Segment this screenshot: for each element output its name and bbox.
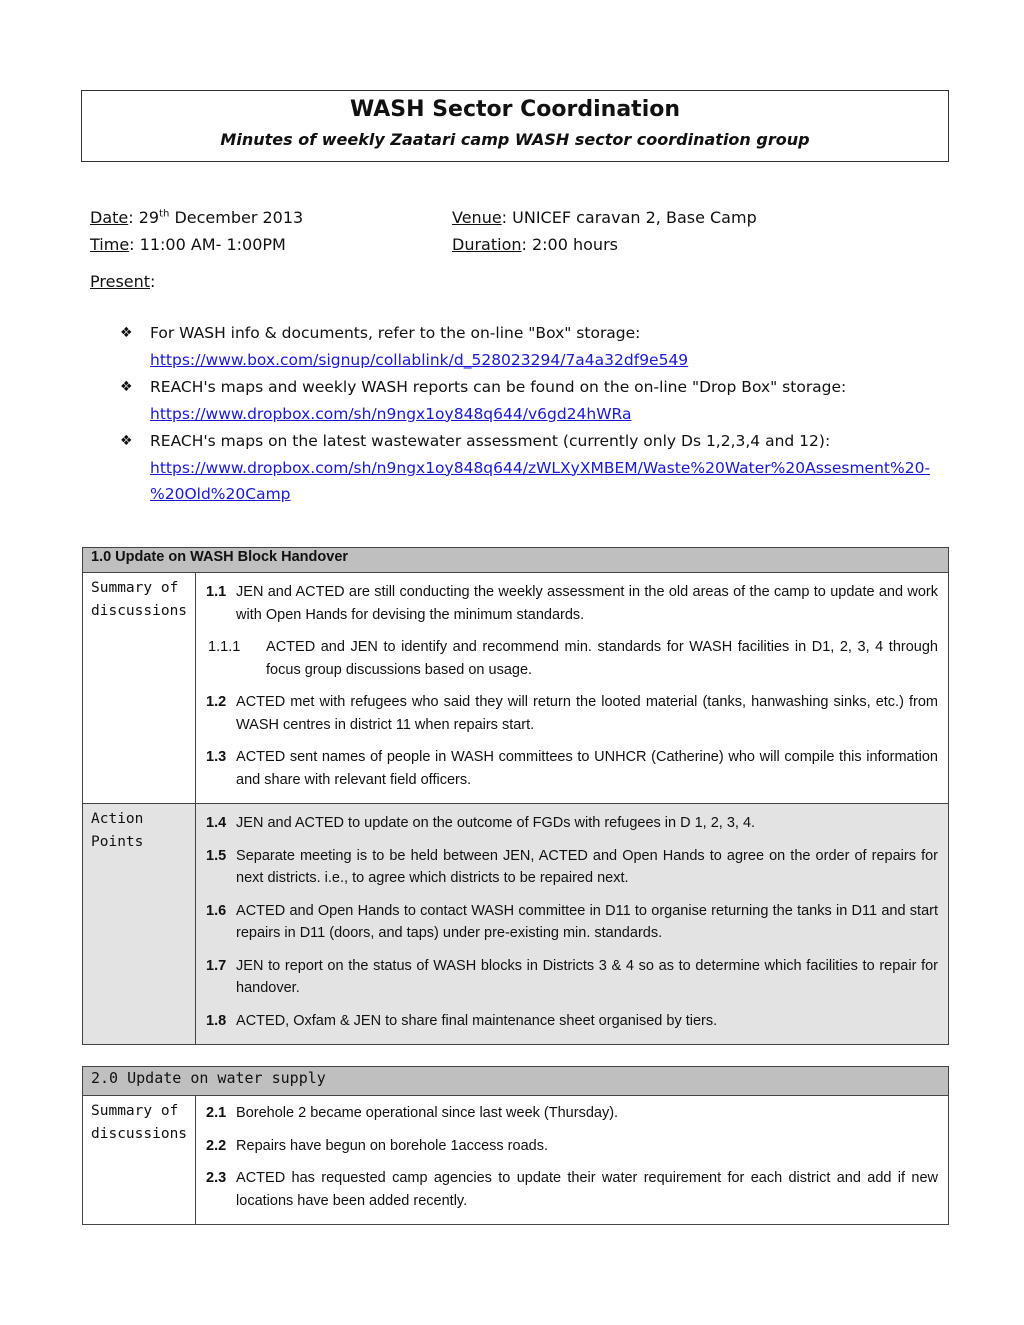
item-text: ACTED, Oxfam & JEN to share final maintenance sheet organised by tiers.	[236, 1012, 718, 1029]
present-label: Present	[90, 272, 151, 291]
duration-label: Duration	[452, 235, 522, 254]
list-item	[206, 691, 938, 736]
action-cell	[196, 804, 949, 1045]
date-suffix: th	[159, 208, 170, 220]
date-day: 29	[138, 208, 160, 227]
list-item	[206, 845, 938, 890]
item-text: ACTED and JEN to identify and recommend min. standards for WASH facilities in D1, 2, 3, 4 through focus group discussions based on usage.	[266, 639, 938, 678]
action-label: Action Points	[83, 804, 196, 1045]
summary-cell	[196, 573, 949, 804]
item-text: Borehole 2 became operational since last week (Thursday).	[236, 1105, 619, 1121]
list-item	[206, 581, 938, 626]
summary-cell	[196, 1096, 949, 1225]
box-storage-link[interactable]: https://www.box.com/signup/collablink/d_528023294/7a4a32df9e549	[150, 350, 689, 369]
item-number: 1.1	[206, 584, 227, 600]
diamond-bullet-icon: ❖	[120, 325, 133, 341]
time-line: Time: 11:00 AM- 1:00PM	[90, 235, 286, 254]
time-label: Time	[90, 235, 130, 254]
document-title: WASH Sector Coordination	[349, 97, 681, 122]
date-rest: December 2013	[169, 208, 304, 227]
resource-item	[120, 374, 940, 427]
dropbox-wastewater-link[interactable]: https://www.dropbox.com/sh/n9ngx1oy848q644/zWLXyXMBEM/Waste%20Water%20Assesment%20-%20Old%20Camp	[150, 458, 931, 503]
resource-item	[120, 428, 940, 508]
resource-list	[120, 320, 940, 509]
list-item	[206, 1010, 938, 1033]
item-number: 1.2	[206, 694, 227, 710]
venue-value: UNICEF caravan 2, Base Camp	[512, 208, 757, 227]
resource-text: REACH's maps and weekly WASH reports can be found on the on-line "Drop Box" storage:	[150, 378, 847, 396]
date-line: Date: 29th December 2013	[90, 208, 304, 227]
item-text: ACTED has requested camp agencies to update their water requirement for each district and add if new locations have been added recently.	[236, 1170, 938, 1209]
item-number: 2.2	[206, 1137, 227, 1154]
item-number: 2.1	[206, 1105, 227, 1121]
venue-label: Venue	[452, 208, 502, 227]
list-item	[206, 1167, 938, 1212]
resource-text: For WASH info & documents, refer to the on-line "Box" storage:	[150, 324, 641, 342]
resource-item	[120, 320, 940, 373]
venue-line: Venue: UNICEF caravan 2, Base Camp	[452, 208, 757, 227]
item-number: 1.8	[206, 1012, 227, 1029]
duration-line: Duration: 2:00 hours	[452, 235, 618, 254]
item-number: 1.6	[206, 902, 227, 919]
list-item	[206, 1135, 938, 1158]
time-value: 11:00 AM- 1:00PM	[139, 235, 286, 254]
date-label: Date	[90, 208, 129, 227]
list-item	[206, 900, 938, 945]
resource-text: REACH's maps on the latest wastewater assessment (currently only Ds 1,2,3,4 and 12):	[150, 432, 831, 450]
item-text: JEN and ACTED are still conducting the weekly assessment in the old areas of the camp to update and work with Open Hands for devising the minimum standards.	[236, 584, 938, 623]
item-text: JEN and ACTED to update on the outcome of FGDs with refugees in D 1, 2, 3, 4.	[236, 815, 756, 831]
item-text: Repairs have begun on borehole 1access roads.	[236, 1137, 548, 1154]
dropbox-reports-link[interactable]: https://www.dropbox.com/sh/n9ngx1oy848q644/v6gd24hWRa	[150, 404, 632, 423]
list-item	[206, 746, 938, 791]
diamond-bullet-icon: ❖	[120, 433, 133, 449]
present-line: Present:	[90, 272, 156, 291]
item-text: ACTED met with refugees who said they will return the looted material (tanks, hanwashing sinks, etc.) from WASH centres in district 11 when repairs start.	[236, 694, 938, 733]
list-item	[206, 812, 938, 835]
item-text: JEN to report on the status of WASH blocks in Districts 3 & 4 so as to determine which facilities to repair for handover.	[236, 957, 938, 996]
item-text: Separate meeting is to be held between JEN, ACTED and Open Hands to agree on the order of repairs for next districts. i.e., to agree which districts to be repaired next.	[236, 847, 938, 886]
item-number: 1.7	[206, 957, 227, 974]
item-text: ACTED sent names of people in WASH committees to UNHCR (Catherine) who will compile this information and share with relevant field officers.	[236, 749, 938, 788]
section-1-table	[82, 547, 949, 1045]
list-item	[206, 636, 938, 681]
item-number: 2.3	[206, 1170, 227, 1186]
list-item	[206, 1102, 938, 1125]
summary-label: Summary of discussions	[83, 573, 196, 804]
section-2-table	[82, 1066, 949, 1225]
item-number: 1.5	[206, 847, 227, 864]
document-subtitle: Minutes of weekly Zaatari camp WASH sector coordination group	[220, 130, 810, 149]
summary-label: Summary of discussions	[83, 1096, 196, 1225]
item-number: 1.3	[206, 749, 227, 765]
item-number: 1.4	[206, 815, 227, 831]
section-1-heading: 1.0 Update on WASH Block Handover	[83, 548, 949, 573]
item-text: ACTED and Open Hands to contact WASH committee in D11 to organise returning the tanks in D11 and start repairs in D11 (doors, and taps) under pre-existing min. standards.	[236, 902, 938, 941]
section-2-heading: 2.0 Update on water supply	[83, 1067, 949, 1096]
item-number: 1.1.1	[208, 639, 241, 655]
list-item	[206, 955, 938, 1000]
duration-value: 2:00 hours	[531, 235, 618, 254]
diamond-bullet-icon: ❖	[120, 379, 133, 395]
title-box	[81, 90, 949, 162]
